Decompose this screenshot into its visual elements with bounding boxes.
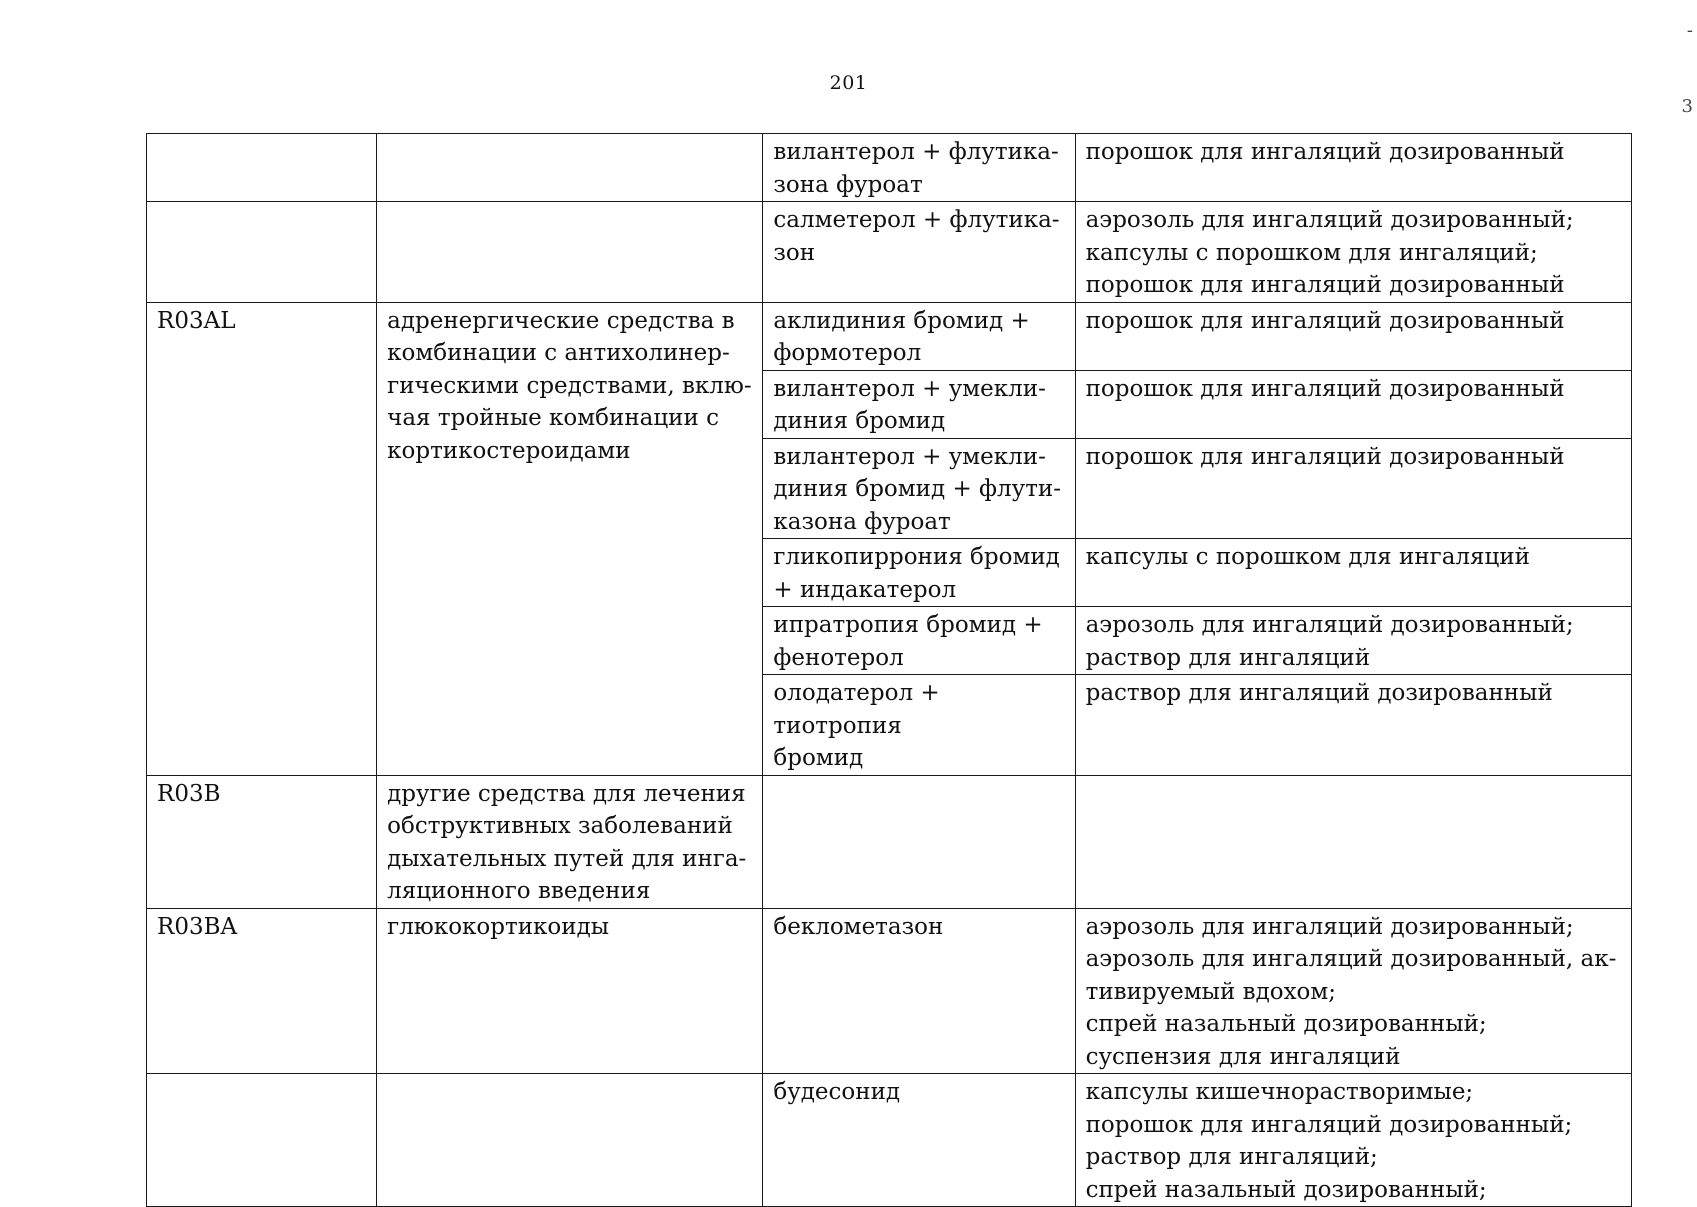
table-body	[147, 134, 1632, 1207]
group-name-cell: глюкокортикоиды	[377, 908, 763, 1074]
page-number: 201	[829, 72, 868, 94]
drug-name-cell: вилантерол + умекли- диния бромид + флути- казона фуроат	[763, 438, 1075, 539]
drug-name-cell: ипратропия бромид + фенотерол	[763, 607, 1075, 675]
dosage-forms-cell: аэрозоль для ингаляций дозированный; капсулы с порошком для ингаляций; порошок для ингаляций дозированный	[1075, 202, 1631, 303]
atc-code-cell	[147, 1074, 377, 1207]
drug-name-cell: беклометазон	[763, 908, 1075, 1074]
atc-code-cell	[147, 134, 377, 202]
atc-code-cell: R03B	[147, 775, 377, 908]
dosage-forms-cell: раствор для ингаляций дозированный	[1075, 675, 1631, 776]
dosage-forms-cell	[1075, 775, 1631, 908]
drug-name-cell: олодатерол + тиотропия бромид	[763, 675, 1075, 776]
drug-name-cell: вилантерол + флутика- зона фуроат	[763, 134, 1075, 202]
drug-name-cell	[763, 775, 1075, 908]
group-name-cell	[377, 134, 763, 202]
edge-mark-lower: 3	[1681, 96, 1693, 117]
table-row	[147, 908, 1632, 1074]
group-name-cell	[377, 1074, 763, 1207]
table-row	[147, 302, 1632, 370]
table-row	[147, 1074, 1632, 1207]
dosage-forms-cell: капсулы с порошком для ингаляций	[1075, 539, 1631, 607]
drug-name-cell: вилантерол + умекли- диния бромид	[763, 370, 1075, 438]
dosage-forms-cell: аэрозоль для ингаляций дозированный; раствор для ингаляций	[1075, 607, 1631, 675]
atc-code-cell	[147, 202, 377, 303]
drug-name-cell: гликопиррония бромид + индакатерол	[763, 539, 1075, 607]
atc-drug-table	[146, 133, 1632, 1207]
edge-mark-top: -	[1686, 20, 1693, 41]
dosage-forms-cell: порошок для ингаляций дозированный	[1075, 438, 1631, 539]
table-row	[147, 134, 1632, 202]
dosage-forms-cell: порошок для ингаляций дозированный	[1075, 370, 1631, 438]
group-name-cell: другие средства для лечения обструктивных заболеваний дыхательных путей для инга- ляционного введения	[377, 775, 763, 908]
group-name-cell: адренергические средства в комбинации с антихолинер- гическими средствами, вклю- чая тройные комбинации с кортикостероидами	[377, 302, 763, 775]
table-row	[147, 202, 1632, 303]
dosage-forms-cell: порошок для ингаляций дозированный	[1075, 134, 1631, 202]
atc-code-cell: R03BA	[147, 908, 377, 1074]
dosage-forms-cell: капсулы кишечнорастворимые; порошок для ингаляций дозированный; раствор для ингаляций; спрей назальный дозированный;	[1075, 1074, 1631, 1207]
drug-name-cell: аклидиния бромид + формотерол	[763, 302, 1075, 370]
atc-code-cell: R03AL	[147, 302, 377, 775]
group-name-cell	[377, 202, 763, 303]
table-row	[147, 775, 1632, 908]
drug-name-cell: салметерол + флутика- зон	[763, 202, 1075, 303]
drug-name-cell: будесонид	[763, 1074, 1075, 1207]
dosage-forms-cell: аэрозоль для ингаляций дозированный; аэрозоль для ингаляций дозированный, ак- тивируемый вдохом; спрей назальный дозированный; суспензия для ингаляций	[1075, 908, 1631, 1074]
dosage-forms-cell: порошок для ингаляций дозированный	[1075, 302, 1631, 370]
